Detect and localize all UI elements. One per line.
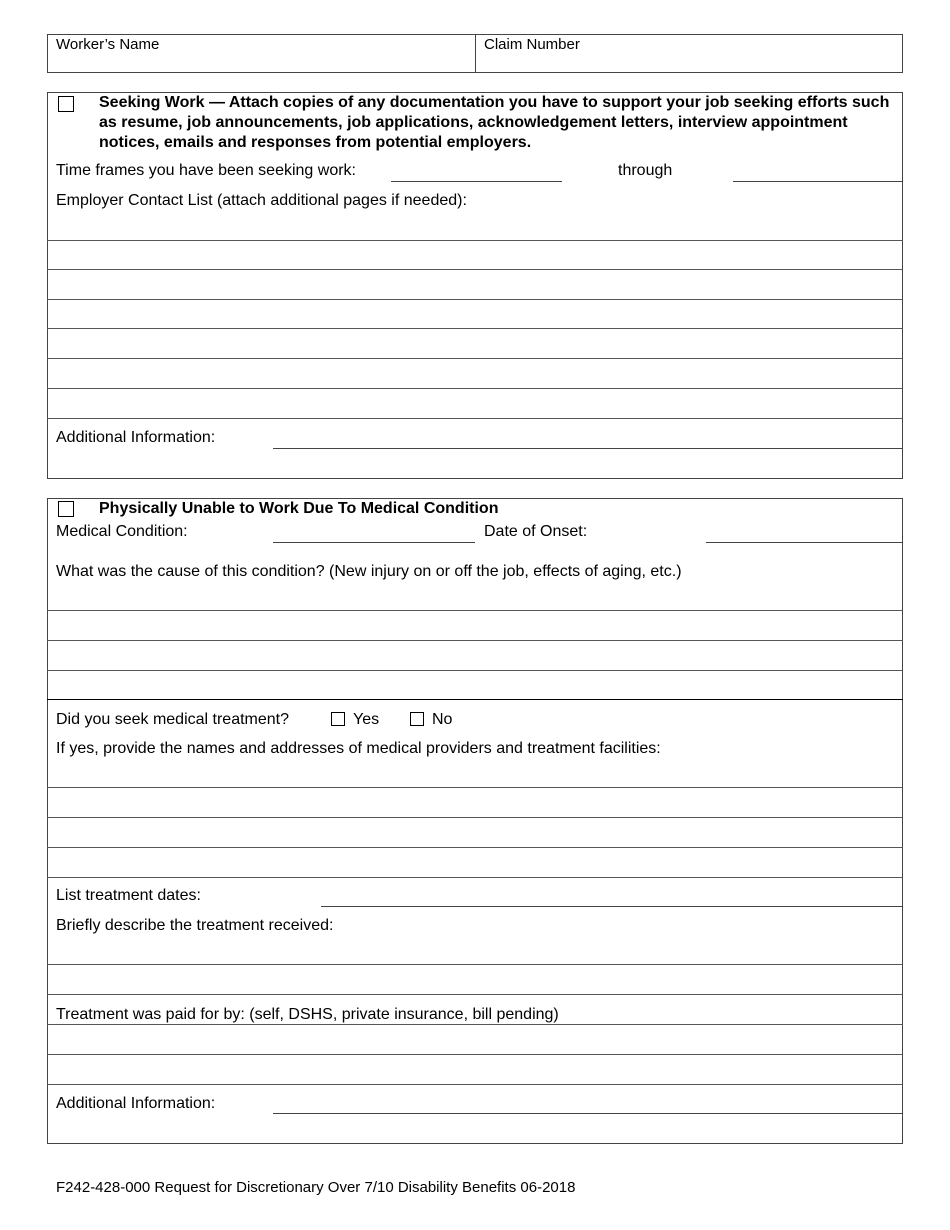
providers-label: If yes, provide the names and addresses of medical providers and treatment facilities:	[56, 740, 661, 757]
medical-checkbox[interactable]	[58, 501, 74, 517]
seeking-work-title: Seeking Work — Attach copies of any documentation you have to support your job seeking efforts such as resume, job announcements, job applications, acknowledgement letters, interview appointment notices, emails and responses from potential employers.	[99, 94, 890, 151]
treatment-yes-label: Yes	[353, 711, 380, 728]
seeking-additional-info-field[interactable]	[273, 448, 903, 449]
cause-answer-line[interactable]	[47, 699, 903, 700]
employer-contact-line[interactable]	[47, 418, 903, 419]
describe-answer-line[interactable]	[47, 994, 903, 995]
time-frames-from-field[interactable]	[391, 181, 562, 182]
cause-answer-line[interactable]	[47, 640, 903, 641]
medical-title: Physically Unable to Work Due To Medical Condition	[99, 500, 499, 517]
medical-additional-info-field[interactable]	[273, 1113, 903, 1114]
employer-contact-line[interactable]	[47, 328, 903, 329]
employer-contact-line[interactable]	[47, 388, 903, 389]
paid-by-answer-line[interactable]	[47, 1024, 903, 1025]
seeking-additional-info-label: Additional Information:	[56, 429, 216, 446]
treatment-question: Did you seek medical treatment?	[56, 711, 289, 728]
employer-contact-line[interactable]	[47, 358, 903, 359]
through-label: through	[618, 162, 673, 179]
treatment-no-checkbox[interactable]	[410, 712, 424, 726]
date-of-onset-label: Date of Onset:	[484, 523, 588, 540]
paid-by-answer-line[interactable]	[47, 1084, 903, 1085]
employer-contact-line[interactable]	[47, 299, 903, 300]
medical-additional-info-label: Additional Information:	[56, 1095, 216, 1112]
time-frames-label: Time frames you have been seeking work:	[56, 162, 356, 179]
medical-section	[47, 498, 903, 1144]
worker-name-label: Worker’s Name	[56, 36, 160, 53]
seeking-work-checkbox[interactable]	[58, 96, 74, 112]
treatment-dates-field[interactable]	[321, 906, 903, 907]
providers-answer-line[interactable]	[47, 817, 903, 818]
date-of-onset-field[interactable]	[706, 542, 903, 543]
providers-answer-line[interactable]	[47, 787, 903, 788]
describe-answer-line[interactable]	[47, 964, 903, 965]
providers-answer-line[interactable]	[47, 877, 903, 878]
treatment-yes-checkbox[interactable]	[331, 712, 345, 726]
providers-answer-line[interactable]	[47, 847, 903, 848]
treatment-no-label: No	[432, 711, 453, 728]
employer-contact-line[interactable]	[47, 240, 903, 241]
paid-by-answer-line[interactable]	[47, 1054, 903, 1055]
treatment-dates-label: List treatment dates:	[56, 887, 201, 904]
employer-contact-line[interactable]	[47, 269, 903, 270]
cause-answer-line[interactable]	[47, 670, 903, 671]
medical-condition-label: Medical Condition:	[56, 523, 188, 540]
time-frames-to-field[interactable]	[733, 181, 903, 182]
form-footer: F242-428-000 Request for Discretionary Over 7/10 Disability Benefits 06-2018	[56, 1179, 576, 1196]
header-divider	[475, 34, 476, 73]
claim-number-label: Claim Number	[484, 36, 580, 53]
cause-answer-line[interactable]	[47, 610, 903, 611]
describe-treatment-label: Briefly describe the treatment received:	[56, 917, 334, 934]
employer-list-label: Employer Contact List (attach additional pages if needed):	[56, 192, 467, 209]
cause-question: What was the cause of this condition? (New injury on or off the job, effects of aging, etc.)	[56, 563, 682, 580]
medical-condition-field[interactable]	[273, 542, 475, 543]
paid-by-label: Treatment was paid for by: (self, DSHS, private insurance, bill pending)	[56, 1006, 559, 1023]
